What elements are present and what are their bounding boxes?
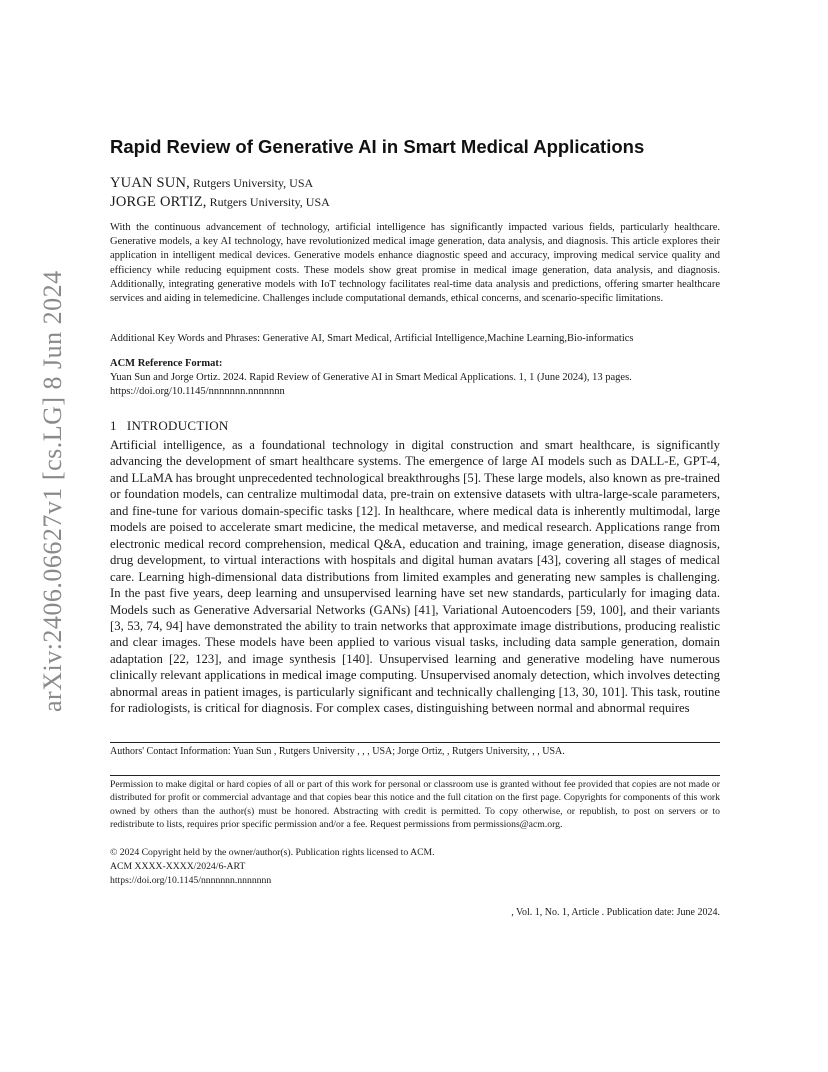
author-line: [110, 175, 313, 192]
keywords: Additional Key Words and Phrases: Generative AI, Smart Medical, Artificial Intelligence,Machine Learning,Bio-informatics: [110, 333, 634, 344]
author-affiliation: Rutgers University, USA: [206, 195, 330, 209]
acm-reference-heading: ACM Reference Format:: [110, 358, 223, 369]
author-name: JORGE ORTIZ,: [110, 194, 207, 210]
section-title: INTRODUCTION: [126, 418, 229, 433]
acm-reference-doi[interactable]: https://doi.org/10.1145/nnnnnnn.nnnnnnn: [110, 386, 285, 397]
acm-reference-text: Yuan Sun and Jorge Ortiz. 2024. Rapid Review of Generative AI in Smart Medical Applications. 1, 1 (June 2024), 13 pages.: [110, 372, 632, 383]
copyright-line: © 2024 Copyright held by the owner/author(s). Publication rights licensed to ACM.: [110, 847, 435, 858]
paper-title: Rapid Review of Generative AI in Smart Medical Applications: [110, 136, 645, 157]
arxiv-identifier: arXiv:2406.06627v1 [cs.LG] 8 Jun 2024: [38, 270, 67, 712]
abstract: With the continuous advancement of technology, artificial intelligence has significantly impacted various fields, particularly healthcare. Generative models, a key AI technology, have revolutionized medical image generation, data analysis, and diagnosis. This article explores their application in intelligent medical devices. Generative models enhance diagnostic speed and accuracy, improving medical service quality and efficiency while reducing equipment costs. These models show great promise in medical image generation, data analysis, and diagnosis. Additionally, integrating generative models with IoT technology facilitates real-time data analysis and predictions, offering smarter healthcare services and aiding in telemedicine. Challenges include computational demands, ethical concerns, and scenario-specific limitations.: [110, 222, 720, 305]
section-heading: [110, 418, 229, 434]
permission-divider: [110, 775, 720, 776]
acm-identifier: ACM XXXX-XXXX/2024/6-ART: [110, 861, 246, 872]
author-contact-info: Authors' Contact Information: Yuan Sun , Rutgers University , , , USA; Jorge Ortiz, , Rutgers University, , , USA.: [110, 746, 565, 757]
acm-reference-format: [110, 357, 730, 399]
footnote-divider: [110, 742, 720, 743]
publication-info: , Vol. 1, No. 1, Article . Publication date: June 2024.: [511, 907, 720, 918]
author-name: YUAN SUN,: [110, 175, 190, 191]
permission-notice: Permission to make digital or hard copies of all or part of this work for personal or classroom use is granted without fee provided that copies are not made or distributed for profit or commercial advantage and that copies bear this notice and the full citation on the first page. Copyrights for components of this work owned by others than the author(s) must be honored. Abstracting with credit is permitted. To copy otherwise, or republish, to post on servers or to redistribute to lists, requires prior specific permission and/or a fee. Request permissions from permissions@acm.org.: [110, 779, 720, 830]
footer-doi-link[interactable]: https://doi.org/10.1145/nnnnnnn.nnnnnnn: [110, 875, 272, 886]
introduction-paragraph: Artificial intelligence, as a foundational technology in digital construction and smart healthcare, is significantly advancing the development of smart healthcare systems. The emergence of large AI models such as DALL-E, GPT-4, and LLaMA has brought unprecedented technological breakthroughs [5]. These large models, also known as pre-trained or foundation models, can centralize multimodal data, pre-train on extensive datasets with ultra-large-scale parameters, and fine-tune for various domain-specific tasks [12]. In healthcare, where medical data is inherently multimodal, large models are poised to accelerate smart medicine, the medical metaverse, and medical research. Applications range from electronic medical record comprehension, medical Q&A, education and training, image generation, disease diagnosis, drug development, to virtual interactions with hospitals and digital human avatars [43], covering all stages of medical care. Learning high-dimensional data distributions from limited examples and generating new samples is challenging. In the past five years, deep learning and unsupervised learning have set new standards, particularly for imaging data. Models such as Generative Adversarial Networks (GANs) [41], Variational Autoencoders [59, 100], and their variants [3, 53, 74, 94] have demonstrated the ability to train networks that approximate image distributions, producing realistic and clear images. These models have been applied to various visual tasks, including data sample generation, domain adaptation [22, 123], and image synthesis [140]. Unsupervised learning and generative modeling have numerous clinically relevant applications in medical image computing. Unsupervised anomaly detection, which involves detecting abnormal areas in patient images, is particularly significant and technically challenging [13, 30, 101]. This task, routine for radiologists, is critical for diagnosis. For complex cases, distinguishing between normal and abnormal requires: [110, 438, 720, 716]
author-affiliation: Rutgers University, USA: [189, 176, 314, 190]
section-number: 1: [110, 418, 117, 433]
author-line: [110, 194, 330, 211]
